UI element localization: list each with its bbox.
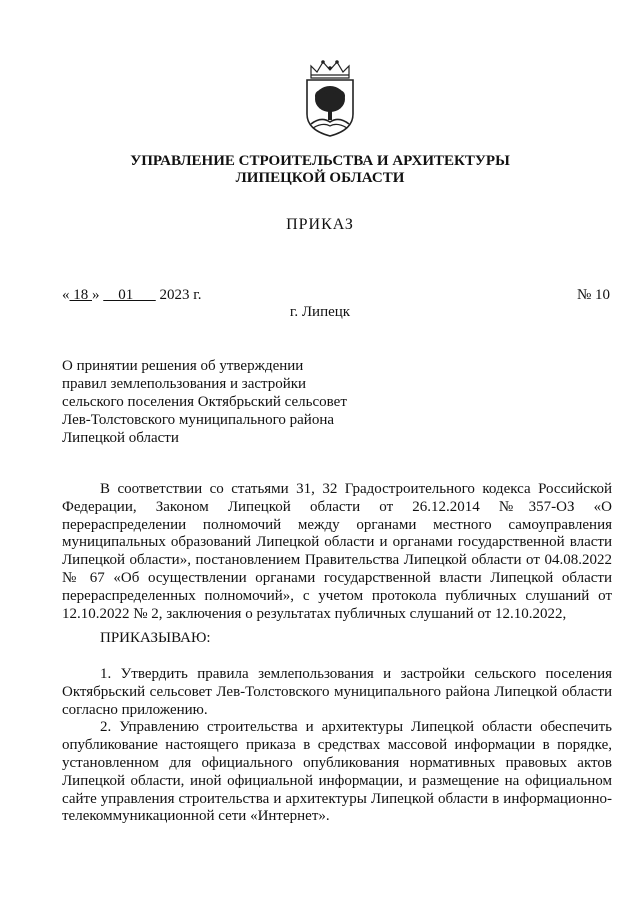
date-open-quote: «: [62, 287, 70, 303]
order-word: ПРИКАЗЫВАЮ:: [100, 630, 211, 646]
order-item-2: 2. Управлению строительства и архитектуры Липецкой области обеспечить опубликование настоящего приказа в средствах массовой информации в порядке, установленном для официального опубликования нормативных правовых актов Липецкой области, иной официальной информации, и размещение на официальном сайте управления строительства и архитектуры Липецкой области в информационно-телекоммуникационной сети «Интернет».: [62, 719, 612, 825]
document-number: № 10: [576, 287, 610, 303]
document-type: ПРИКАЗ: [286, 216, 354, 233]
coat-of-arms-icon: [299, 58, 361, 138]
subject-line: сельского поселения Октябрьский сельсовет: [62, 394, 347, 410]
order-item-1: 1. Утвердить правила землепользования и застройки сельского поселения Октябрьский сельсовет Лев-Толстовского муниципального района Липецкой области согласно приложению.: [62, 666, 612, 718]
subject-line: Липецкой области: [62, 430, 179, 446]
date-close-quote: »: [92, 287, 104, 303]
organization-region: ЛИПЕЦКОЙ ОБЛАСТИ: [235, 170, 405, 186]
document-date: [62, 287, 201, 304]
document-subject: [62, 357, 382, 447]
date-month: 01: [103, 287, 156, 303]
subject-line: правил землепользования и застройки: [62, 376, 307, 392]
preamble-paragraph: В соответствии со статьями 31, 32 Градостроительного кодекса Российской Федерации, Законом Липецкой области от 26.12.2014 №357-ОЗ «О перераспределении полномочий между органами местного самоуправления муниципальных образований Липецкой области и органами государственной власти Липецкой области», постановлением Правительства Липецкой области от 04.08.2022 № 67 «Об осуществлении органами государственной власти Липецкой области перераспределенных полномочий», с учетом протокола публичных слушаний от 12.10.2022 № 2, заключения о результатах публичных слушаний от 12.10.2022,: [62, 481, 612, 622]
document-city: г. Липецк: [289, 304, 351, 320]
date-year: 2023 г.: [155, 287, 202, 303]
preamble-text: [62, 481, 612, 623]
subject-line: Лев-Толстовского муниципального района: [62, 412, 335, 428]
date-day: 18: [69, 287, 92, 303]
organization-name: УПРАВЛЕНИЕ СТРОИТЕЛЬСТВА И АРХИТЕКТУРЫ: [130, 153, 510, 169]
order-items: [62, 666, 612, 826]
subject-line: О принятии решения об утверждении: [62, 358, 304, 374]
